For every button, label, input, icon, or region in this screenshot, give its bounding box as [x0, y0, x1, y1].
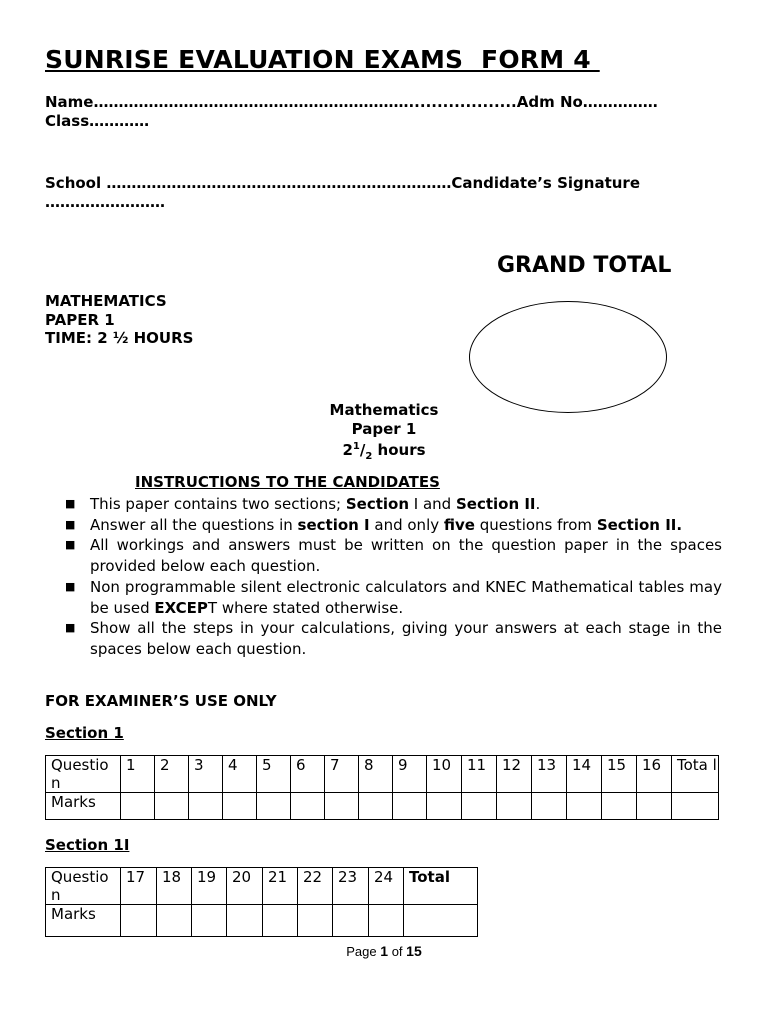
bullet-icon: ■ — [65, 621, 76, 635]
question-number: 11 — [462, 756, 497, 793]
question-number: 14 — [567, 756, 602, 793]
page-number: 1 — [380, 943, 389, 959]
row-label-marks: Marks — [46, 905, 121, 937]
center-paper: Paper 1 — [351, 419, 417, 438]
question-number: 22 — [298, 868, 333, 905]
marks-cell — [223, 793, 257, 820]
question-number: 4 — [223, 756, 257, 793]
bullet-icon: ■ — [65, 497, 76, 510]
examiner-heading: FOR EXAMINER’S USE ONLY — [45, 692, 277, 710]
signature-dots: …………………… — [45, 193, 165, 211]
marks-cell — [263, 905, 298, 937]
exam-title: SUNRISE EVALUATION EXAMS FORM 4 — [45, 45, 600, 74]
question-number: 5 — [257, 756, 291, 793]
question-number: 2 — [155, 756, 189, 793]
question-number: 20 — [227, 868, 263, 905]
marks-cell — [121, 905, 157, 937]
marks-cell — [157, 905, 192, 937]
instruction-item: ■ Answer all the questions in section I and only five questions from Section II. — [65, 515, 683, 534]
center-subject: Mathematics — [329, 401, 439, 419]
question-number: 6 — [291, 756, 325, 793]
marks-cell — [192, 905, 227, 937]
question-number: 3 — [189, 756, 223, 793]
marks-cell — [325, 793, 359, 820]
question-number: 17 — [121, 868, 157, 905]
question-number: 8 — [359, 756, 393, 793]
marks-cell — [637, 793, 672, 820]
question-number: 23 — [333, 868, 369, 905]
row-label-question: Questio n — [46, 756, 121, 793]
page-footer — [0, 943, 768, 959]
marks-cell — [462, 793, 497, 820]
center-hours: $2^1/_2$ hours — [342, 441, 426, 462]
marks-cell — [291, 793, 325, 820]
bullet-icon: ■ — [65, 579, 76, 593]
total-cell — [672, 793, 719, 820]
school-signature-line: School ……………………………………………………………Candidate’s Signature — [45, 174, 640, 192]
grand-total-oval — [469, 301, 667, 413]
total-cell — [404, 905, 478, 937]
table-row — [46, 793, 719, 820]
marks-cell — [602, 793, 637, 820]
marks-cell — [567, 793, 602, 820]
table-row — [46, 868, 478, 905]
bullet-icon: ■ — [65, 517, 76, 531]
total-pages: 15 — [406, 943, 422, 959]
marks-cell — [227, 905, 263, 937]
marks-cell — [393, 793, 427, 820]
marks-cell — [427, 793, 462, 820]
total-header: Tota l — [672, 756, 719, 793]
instruction-item: ■ Non programmable silent electronic calculators and KNEC Mathematical tables may be used EXCEPT where stated otherwise. — [65, 577, 722, 617]
marks-cell — [497, 793, 532, 820]
marks-cell — [257, 793, 291, 820]
class-line: Class………… — [45, 112, 150, 130]
center-subject-block — [284, 401, 484, 467]
table-row — [46, 905, 478, 937]
marks-cell — [369, 905, 404, 937]
row-label-marks: Marks — [46, 793, 121, 820]
instruction-item: ■ All workings and answers must be written on the question paper in the spaces provided below each question. — [65, 536, 722, 576]
question-number: 7 — [325, 756, 359, 793]
question-number: 16 — [637, 756, 672, 793]
row-label-question: Questio n — [46, 868, 121, 905]
subject-paper: PAPER 1 — [45, 310, 115, 329]
subject-name: MATHEMATICS — [45, 292, 167, 310]
question-number: 24 — [369, 868, 404, 905]
marks-cell — [532, 793, 567, 820]
section2-marks-table — [45, 867, 478, 937]
marks-cell — [121, 793, 155, 820]
table-row — [46, 756, 719, 793]
marks-cell — [333, 905, 369, 937]
marks-cell — [155, 793, 189, 820]
question-number: 21 — [263, 868, 298, 905]
question-number: 13 — [532, 756, 567, 793]
question-number: 10 — [427, 756, 462, 793]
grand-total-label: GRAND TOTAL — [497, 253, 672, 278]
subject-time: TIME: 2 ½ HOURS — [45, 329, 194, 347]
bullet-icon: ■ — [65, 538, 76, 552]
of-word: of — [391, 944, 403, 959]
question-number: 15 — [602, 756, 637, 793]
marks-cell — [359, 793, 393, 820]
name-adm-line: Name………………………………………………………...................Adm No…………… — [45, 93, 658, 111]
question-number: 18 — [157, 868, 192, 905]
section2-label: Section 1I — [45, 836, 130, 854]
subject-block — [45, 292, 193, 348]
question-number: 1 — [121, 756, 155, 793]
marks-cell — [298, 905, 333, 937]
question-number: 19 — [192, 868, 227, 905]
page-word: Page — [346, 944, 377, 959]
instruction-item: ■ This paper contains two sections; Section I and Section II. — [65, 495, 541, 513]
section1-label: Section 1 — [45, 724, 124, 742]
instruction-item: ■ Show all the steps in your calculations, giving your answers at each stage in the spaces below each question. — [65, 619, 722, 658]
section1-marks-table — [45, 755, 719, 820]
total-header: Total — [404, 868, 478, 905]
marks-cell — [189, 793, 223, 820]
instructions-list — [45, 494, 722, 660]
instructions-heading: INSTRUCTIONS TO THE CANDIDATES — [135, 473, 440, 491]
question-number: 12 — [497, 756, 532, 793]
question-number: 9 — [393, 756, 427, 793]
